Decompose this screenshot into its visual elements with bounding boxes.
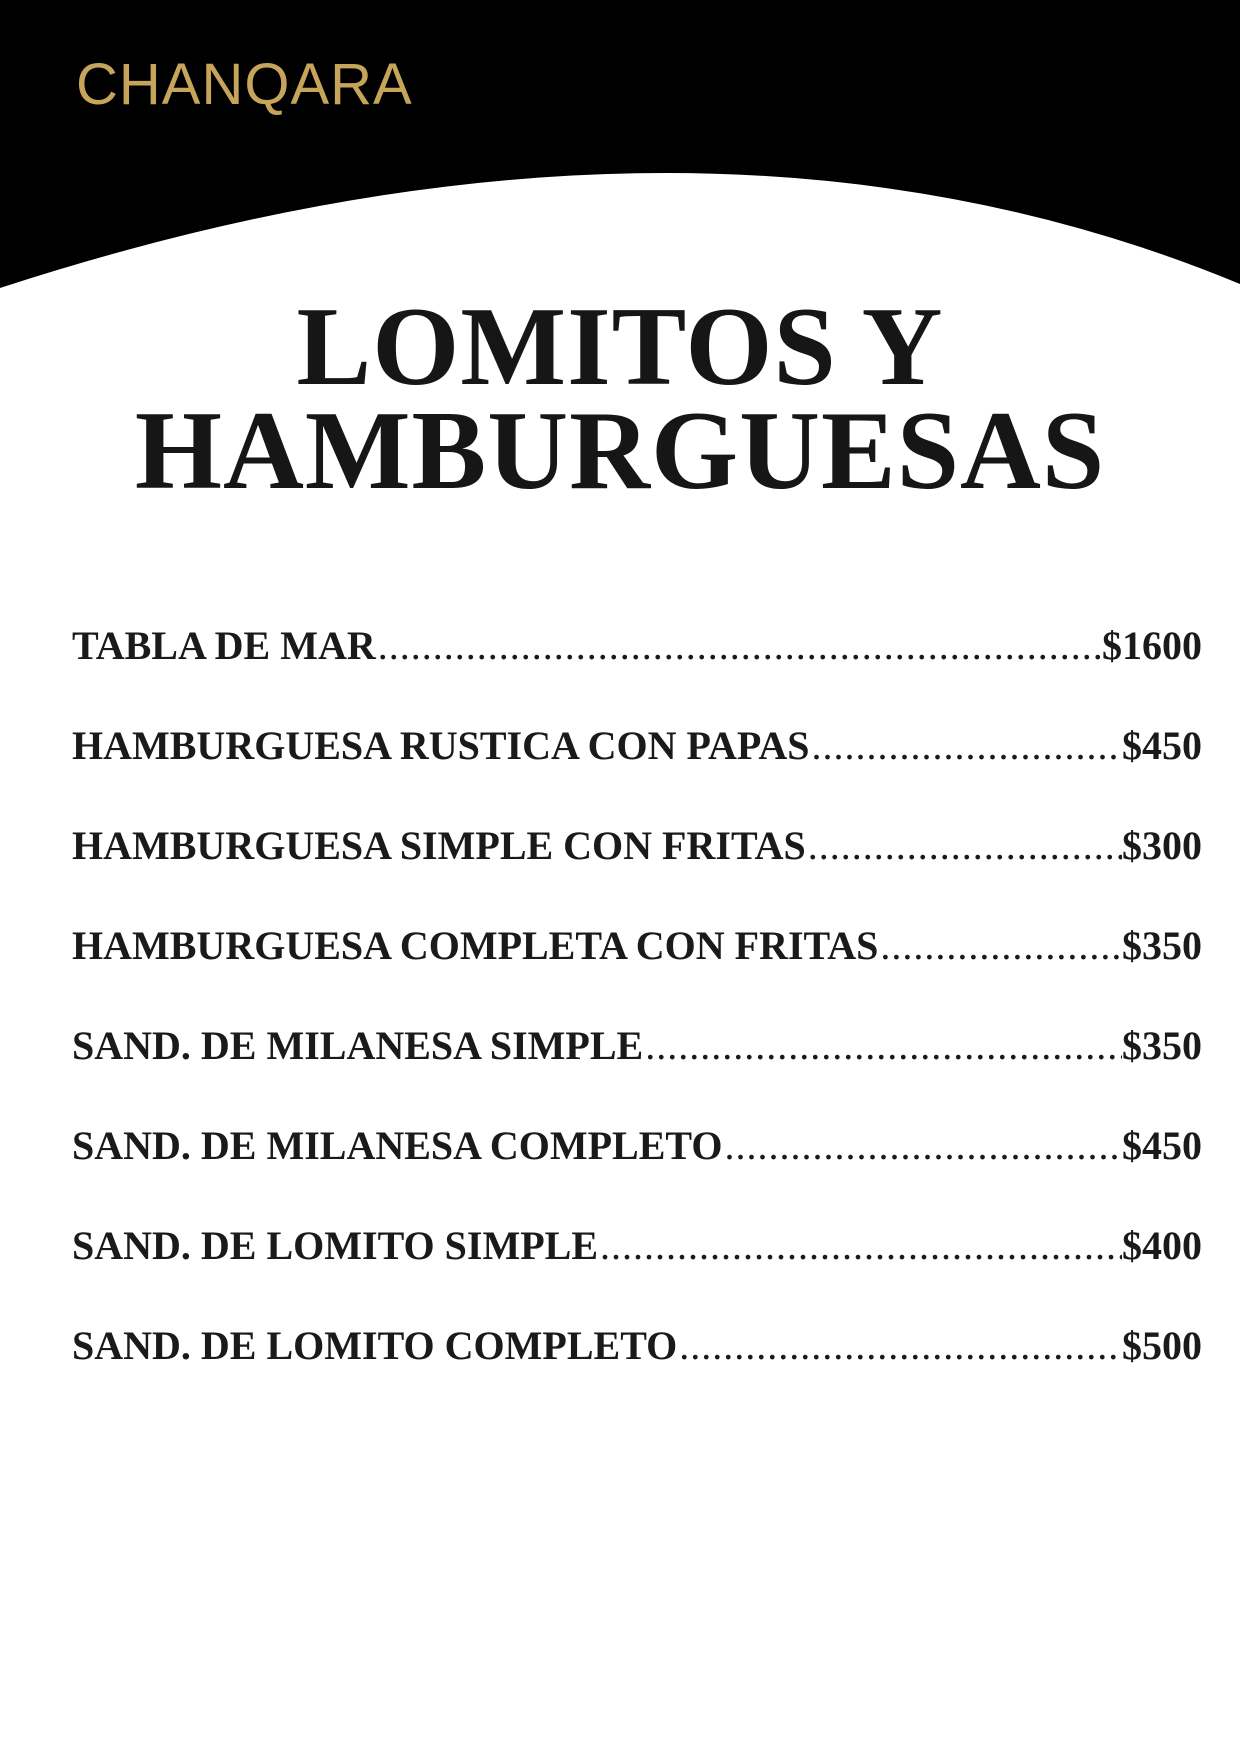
brand-logo	[76, 50, 413, 120]
menu-item-price: $1600	[1102, 623, 1202, 668]
menu-item	[72, 1122, 1202, 1222]
dot-leader	[679, 1322, 1122, 1369]
menu-item	[72, 722, 1202, 822]
dot-leader	[808, 822, 1122, 869]
menu-item-price: $450	[1122, 723, 1202, 768]
title-line-1: LOMITOS Y	[296, 285, 944, 409]
menu-item-price: $400	[1122, 1223, 1202, 1268]
menu-item-name: SAND. DE LOMITO SIMPLE	[72, 1223, 599, 1268]
menu-list	[72, 622, 1212, 1422]
dot-leader	[811, 722, 1122, 769]
dot-leader	[378, 622, 1102, 669]
menu-item-name: SAND. DE MILANESA COMPLETO	[72, 1123, 723, 1168]
title-line-2: HAMBURGUESAS	[134, 389, 1106, 513]
menu-item-name: HAMBURGUESA COMPLETA CON FRITAS	[72, 923, 879, 968]
menu-item	[72, 622, 1202, 722]
menu-item	[72, 822, 1202, 922]
menu-item	[72, 1222, 1202, 1322]
dot-leader	[724, 1122, 1122, 1169]
brand-logo-text: CHANQARA	[76, 52, 413, 117]
menu-item-name: TABLA DE MAR	[72, 623, 376, 668]
menu-item	[72, 922, 1202, 1022]
menu-item-price: $350	[1122, 1023, 1202, 1068]
menu-item-price: $300	[1122, 823, 1202, 868]
menu-item-price: $350	[1122, 923, 1202, 968]
page-title	[0, 285, 1240, 513]
menu-item-name: HAMBURGUESA SIMPLE CON FRITAS	[72, 823, 806, 868]
dot-leader	[645, 1022, 1122, 1069]
header-band	[0, 0, 1240, 300]
menu-item-name: HAMBURGUESA RUSTICA CON PAPAS	[72, 723, 810, 768]
dot-leader	[880, 922, 1122, 969]
menu-item-price: $450	[1122, 1123, 1202, 1168]
dot-leader	[600, 1222, 1122, 1269]
menu-item-price: $500	[1122, 1323, 1202, 1368]
menu-item-name: SAND. DE MILANESA SIMPLE	[72, 1023, 644, 1068]
menu-item-name: SAND. DE LOMITO COMPLETO	[72, 1323, 678, 1368]
menu-item	[72, 1322, 1202, 1422]
menu-item	[72, 1022, 1202, 1122]
